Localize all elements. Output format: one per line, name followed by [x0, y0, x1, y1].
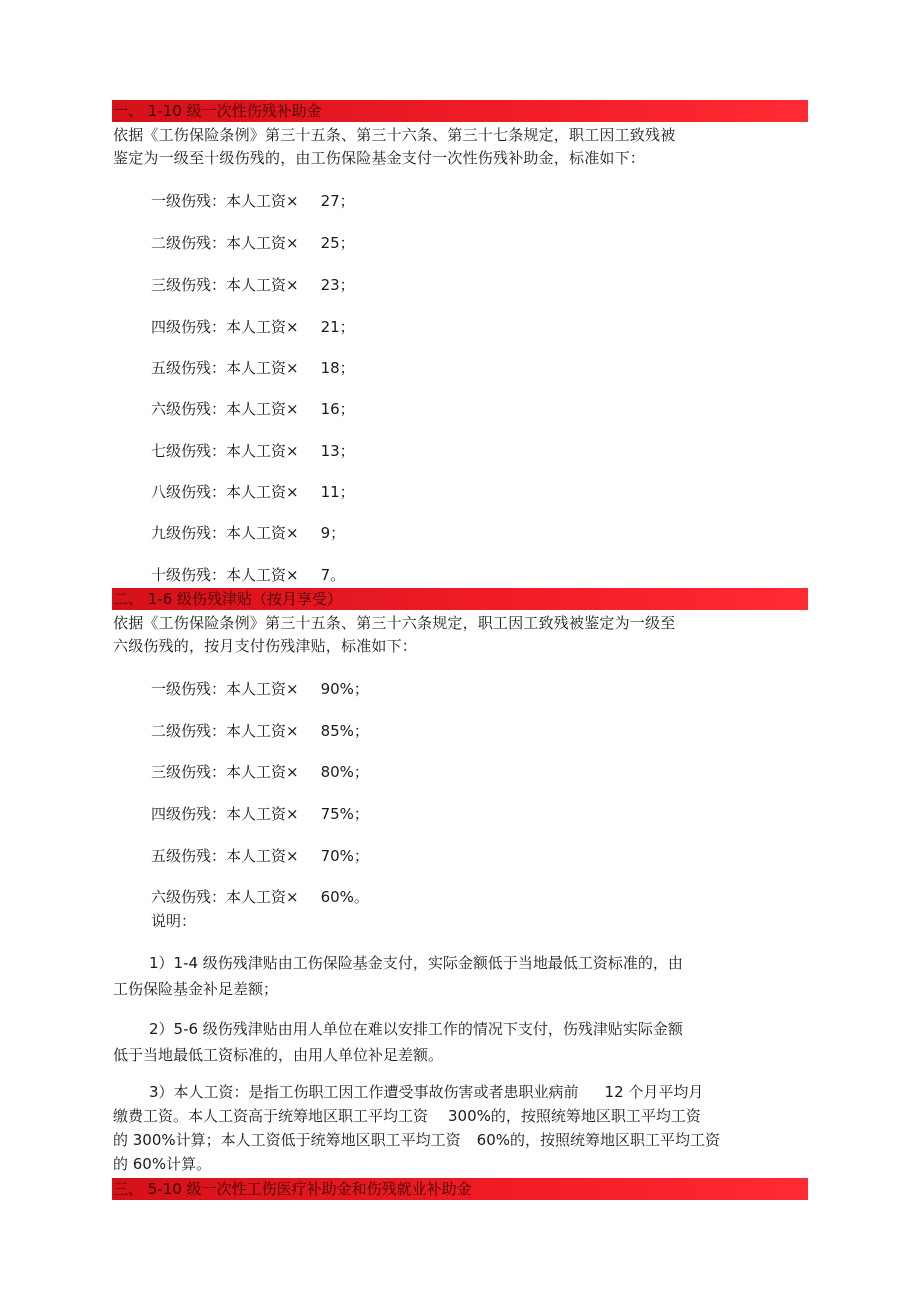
- item-value: 27；: [320, 192, 355, 210]
- section2-intro-line1: 依据《工伤保险条例》第三十五条、第三十六条规定，职工因工致残被鉴定为一级至: [113, 614, 676, 632]
- section1-intro: [113, 124, 803, 170]
- section1-heading: 一、 1-10 级一次性伤残补助金: [113, 102, 322, 120]
- section1-intro-line2: 鉴定为一级至十级伤残的，由工伤保险基金支付一次性伤残补助金，标准如下：: [113, 149, 646, 167]
- section1-item: [151, 357, 355, 379]
- item-label: 一级伤残：本人工资×: [151, 192, 299, 210]
- note-3-line1-a: 3）本人工资：是指工伤职工因工作遭受事故伤害或者患职业病前: [149, 1083, 579, 1101]
- section1-item: [151, 274, 355, 296]
- note-2: [113, 1016, 803, 1068]
- note-2-line1: 2）5-6 级伤残津贴由用人单位在难以安排工作的情况下支付，伤残津贴实际金额: [149, 1020, 683, 1038]
- section1-item: [151, 522, 345, 544]
- section1-item: [151, 440, 355, 462]
- section2-intro: [113, 612, 803, 658]
- note-2-line2: 低于当地最低工资标准的，由用人单位补足差额。: [113, 1046, 444, 1064]
- item-value: 11；: [320, 483, 355, 501]
- item-label: 二级伤残：本人工资×: [151, 722, 299, 740]
- item-value: 9；: [320, 524, 346, 542]
- section1-item: [151, 316, 355, 338]
- item-value: 7。: [320, 566, 346, 584]
- section1-item: [151, 564, 345, 586]
- note-3: [113, 1080, 803, 1176]
- note-1: [113, 950, 803, 1002]
- item-label: 六级伤残：本人工资×: [151, 400, 299, 418]
- note-1-line2: 工伤保险基金补足差额；: [113, 980, 279, 998]
- note-3-line2: [113, 1104, 803, 1128]
- note-3-line1: [113, 1080, 803, 1104]
- section1-item: [151, 481, 355, 503]
- item-value: 13；: [320, 442, 355, 460]
- section2-item: [151, 886, 369, 908]
- note-3-line3-a: 的 300%计算；本人工资低于统筹地区职工平均工资: [113, 1131, 461, 1149]
- item-label: 六级伤残：本人工资×: [151, 888, 299, 906]
- item-value: 75%；: [320, 805, 369, 823]
- item-label: 九级伤残：本人工资×: [151, 524, 299, 542]
- item-value: 60%。: [320, 888, 369, 906]
- section2-item: [151, 761, 369, 783]
- section2-item: [151, 720, 369, 742]
- item-label: 五级伤残：本人工资×: [151, 359, 299, 377]
- section1-item: [151, 190, 355, 212]
- item-value: 23；: [320, 276, 355, 294]
- item-value: 80%；: [320, 763, 369, 781]
- item-value: 70%；: [320, 847, 369, 865]
- section1-intro-line1: 依据《工伤保险条例》第三十五条、第三十六条、第三十七条规定，职工因工致残被: [113, 126, 676, 144]
- note-3-line4: 的 60%计算。: [113, 1155, 212, 1173]
- item-label: 四级伤残：本人工资×: [151, 318, 299, 336]
- section2-intro-line2: 六级伤残的，按月支付伤残津贴，标准如下：: [113, 637, 418, 655]
- note-3-line2-a: 缴费工资。本人工资高于统筹地区职工平均工资: [113, 1107, 429, 1125]
- explain-label: 说明：: [151, 912, 197, 930]
- item-value: 90%；: [320, 680, 369, 698]
- item-value: 18；: [320, 359, 355, 377]
- item-value: 85%；: [320, 722, 369, 740]
- note-3-line2-b: 300%的，按照统筹地区职工平均工资: [448, 1107, 701, 1125]
- item-label: 三级伤残：本人工资×: [151, 276, 299, 294]
- section3-heading: 三、 5-10 级一次性工伤医疗补助金和伤残就业补助金: [113, 1180, 472, 1198]
- section1-item: [151, 398, 355, 420]
- item-label: 十级伤残：本人工资×: [151, 566, 299, 584]
- item-value: 16；: [320, 400, 355, 418]
- section2-item: [151, 803, 369, 825]
- item-label: 四级伤残：本人工资×: [151, 805, 299, 823]
- item-label: 七级伤残：本人工资×: [151, 442, 299, 460]
- item-label: 八级伤残：本人工资×: [151, 483, 299, 501]
- section2-heading: 二、 1-6 级伤残津贴（按月享受）: [113, 590, 343, 608]
- item-value: 25；: [320, 234, 355, 252]
- item-label: 五级伤残：本人工资×: [151, 847, 299, 865]
- item-label: 一级伤残：本人工资×: [151, 680, 299, 698]
- note-3-line3-b: 60%的，按照统筹地区职工平均工资: [476, 1131, 720, 1149]
- section2-item: [151, 678, 369, 700]
- section1-item: [151, 232, 355, 254]
- item-label: 三级伤残：本人工资×: [151, 763, 299, 781]
- note-3-line3: [113, 1128, 803, 1152]
- section2-item: [151, 845, 369, 867]
- note-1-line1: 1）1-4 级伤残津贴由工伤保险基金支付，实际金额低于当地最低工资标准的，由: [149, 954, 683, 972]
- item-label: 二级伤残：本人工资×: [151, 234, 299, 252]
- item-value: 21；: [320, 318, 355, 336]
- note-3-line1-b: 12 个月平均月: [604, 1083, 704, 1101]
